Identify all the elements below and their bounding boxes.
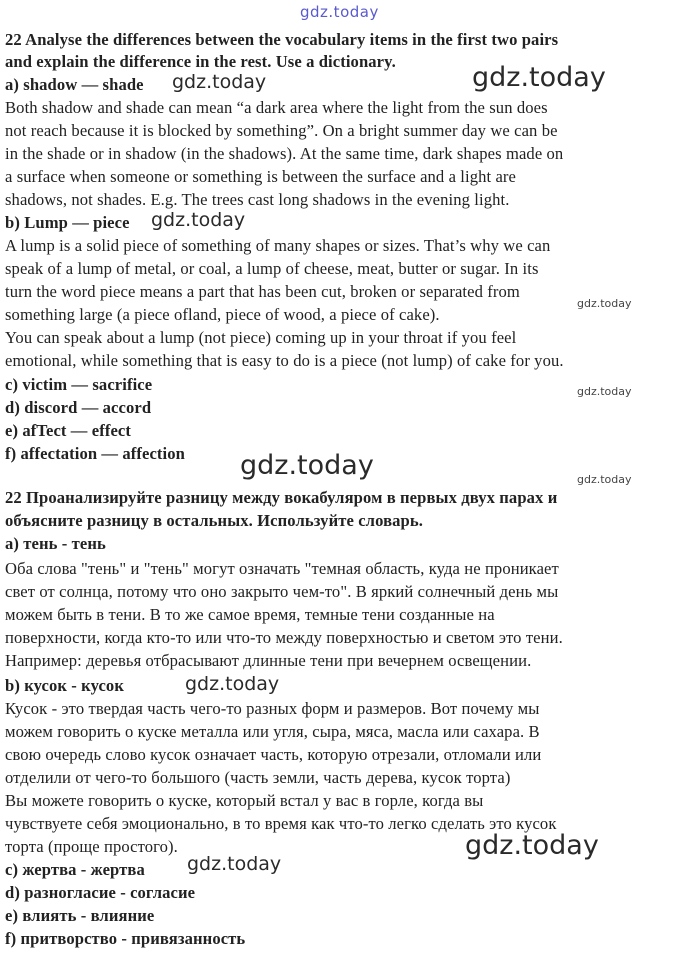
exercise-heading-ru: объясните разницу в остальных. Используйте словарь. bbox=[5, 511, 423, 530]
body-line: in the shade or in shadow (in the shadows). At the same time, dark shapes made on bbox=[5, 144, 564, 163]
body-line: Both shadow and shade can mean “a dark area where the light from the sun does bbox=[5, 98, 548, 117]
body-line: торта (проще простого). bbox=[5, 837, 178, 856]
body-line: свою очередь слово кусок означает часть, которую отрезали, отломали или bbox=[5, 745, 542, 764]
item-a-label-en: a) shadow — shade bbox=[5, 75, 144, 94]
body-line: speak of a lump of metal, or coal, a lump of cheese, meat, butter or sugar. In its bbox=[5, 259, 539, 278]
watermark: gdz.today bbox=[472, 62, 606, 93]
item-d-label-ru: d) разногласие - согласие bbox=[5, 883, 196, 902]
body-line: поверхности, когда кто-то или что-то между поверхностью и светом это тени. bbox=[5, 628, 563, 647]
item-a-label-ru: а) тень - тень bbox=[5, 534, 106, 553]
body-line: Вы можете говорить о куске, который встал у вас в горле, когда вы bbox=[5, 791, 484, 810]
item-b-label-ru: b) кусок - кусок bbox=[5, 676, 124, 695]
body-line: можем быть в тени. В то же самое время, темные тени созданные на bbox=[5, 605, 495, 624]
watermark: gdz.today bbox=[240, 450, 374, 481]
body-line: emotional, while something that is easy to do is a piece (not lump) of cake for you. bbox=[5, 351, 564, 370]
body-line: You can speak about a lump (not piece) coming up in your throat if you feel bbox=[5, 328, 517, 347]
exercise-heading-en: and explain the difference in the rest. Use a dictionary. bbox=[5, 52, 396, 71]
body-line: Кусок - это твердая часть чего-то разных форм и размеров. Вот почему мы bbox=[5, 699, 540, 718]
item-c-label-en: c) victim — sacrifice bbox=[5, 375, 153, 394]
item-e-label-en: e) afTect — effect bbox=[5, 421, 132, 440]
body-line: свет от солнца, потому что оно закрыто чем-то". В яркий солнечный день мы bbox=[5, 582, 559, 601]
item-d-label-en: d) discord — accord bbox=[5, 398, 152, 417]
body-line: A lump is a solid piece of something of many shapes or sizes. That’s why we can bbox=[5, 236, 551, 255]
watermark: gdz.today bbox=[185, 673, 280, 695]
watermark: gdz.today bbox=[465, 830, 599, 861]
watermark-top: gdz.today bbox=[300, 3, 379, 21]
body-line: something large (a piece ofland, piece of wood, a piece of cake). bbox=[5, 305, 440, 324]
item-f-label-en: f) affectation — affection bbox=[5, 444, 185, 463]
watermark: gdz.today bbox=[151, 209, 246, 231]
body-line: not reach because it is blocked by something”. On a bright summer day we can be bbox=[5, 121, 558, 140]
exercise-heading-ru: 22 Проанализируйте разницу между вокабуляром в первых двух парах и bbox=[5, 488, 558, 507]
watermark: gdz.today bbox=[577, 297, 632, 310]
watermark: gdz.today bbox=[577, 385, 632, 398]
body-line: turn the word piece means a part that has been cut, broken or separated from bbox=[5, 282, 520, 301]
body-line: можем говорить о куске металла или угля, сыра, мяса, масла или сахара. В bbox=[5, 722, 540, 741]
body-line: a surface when someone or something is between the surface and a light are bbox=[5, 167, 517, 186]
exercise-heading-en: 22 Analyse the differences between the vocabulary items in the first two pairs bbox=[5, 30, 559, 49]
body-line: Например: деревья отбрасывают длинные тени при вечернем освещении. bbox=[5, 651, 532, 670]
item-c-label-ru: с) жертва - жертва bbox=[5, 860, 145, 879]
item-e-label-ru: е) влиять - влияние bbox=[5, 906, 155, 925]
body-line: shadows, not shades. E.g. The trees cast long shadows in the evening light. bbox=[5, 190, 510, 209]
body-line: чувствуете себя эмоционально, в то время как что-то легко сделать это кусок bbox=[5, 814, 557, 833]
watermark: gdz.today bbox=[172, 71, 267, 93]
watermark: gdz.today bbox=[187, 853, 282, 875]
item-b-label-en: b) Lump — piece bbox=[5, 213, 130, 232]
body-line: отделили от чего-то большого (часть земли, часть дерева, кусок торта) bbox=[5, 768, 511, 787]
body-line: Оба слова "тень" и "тень" могут означать "темная область, куда не проникает bbox=[5, 559, 559, 578]
watermark: gdz.today bbox=[577, 473, 632, 486]
item-f-label-ru: f) притворство - привязанность bbox=[5, 929, 246, 948]
